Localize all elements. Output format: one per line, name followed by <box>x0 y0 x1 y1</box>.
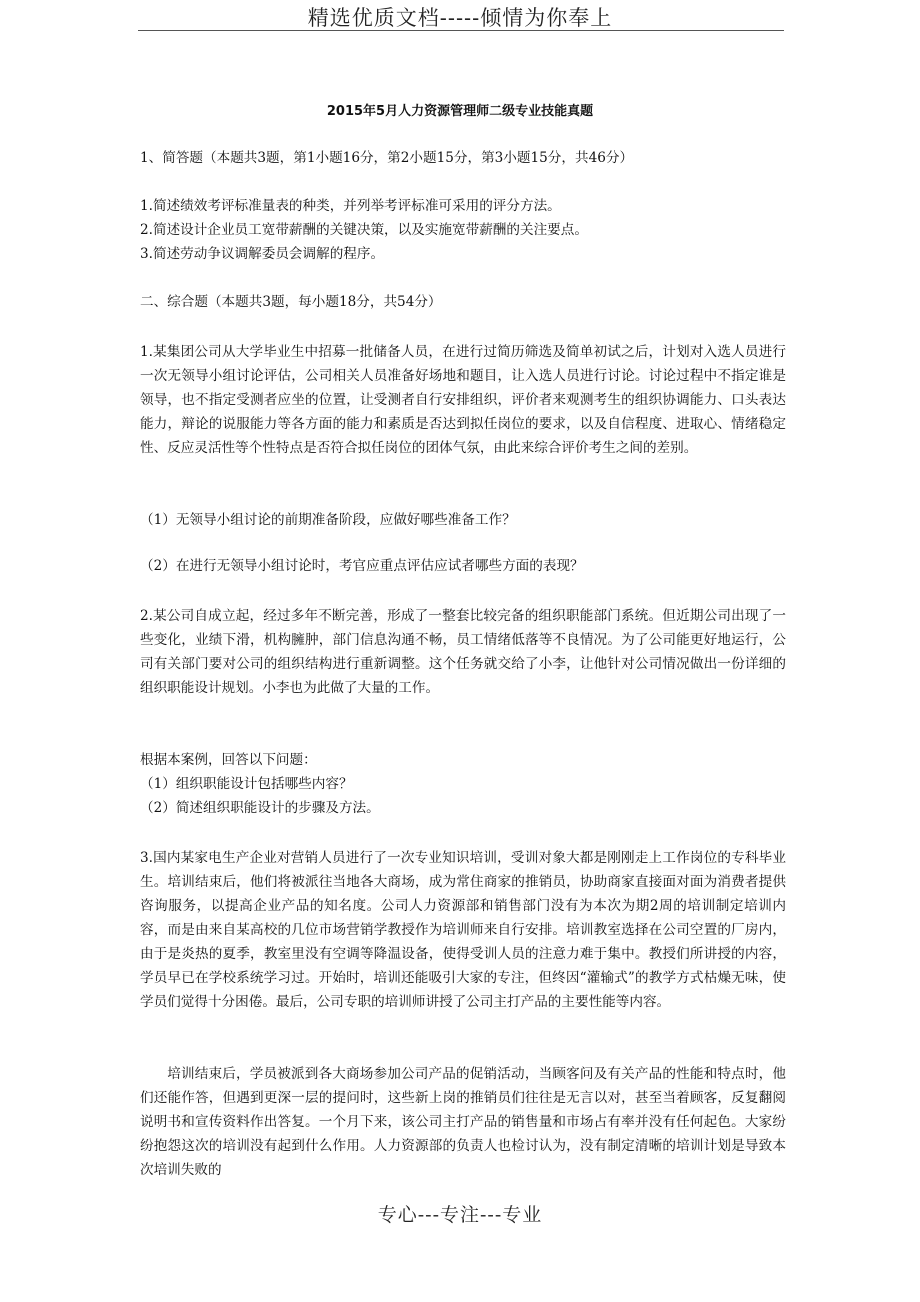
short-question-3: 3.简述劳动争议调解委员会调解的程序。 <box>140 246 385 262</box>
case3-text: 3.国内某家电生产企业对营销人员进行了一次专业知识培训，受训对象大都是刚刚走上工作岗位的专科毕业生。培训结束后，他们将被派往当地各大商场，成为常住商家的推销员，协助商家直接面对面为消费者提供咨询服务，以提高企业产品的知名度。公司人力资源部和销售部门没有为本次为期2周的培训制定培训内容，而是由来自某高校的几位市场营销学教授作为培训师来自行安排。培训教室选择在公司空置的厂房内，由于是炎热的夏季，教室里没有空调等降温设备，使得受训人员的注意力难于集中。教授们所讲授的内容，学员早已在学校系统学习过。开始时，培训还能吸引大家的专注，但终因“灌输式”的教学方式枯燥无味，使学员们觉得十分困倦。最后，公司专职的培训师讲授了公司主打产品的主要性能等内容。 <box>140 850 786 1010</box>
case2-prompt: 根据本案例，回答以下问题： <box>140 752 317 768</box>
case2-text: 2.某公司自成立起，经过多年不断完善，形成了一整套比较完备的组织职能部门系统。但近期公司出现了一些变化，业绩下滑，机构臃肿，部门信息沟通不畅，员工情绪低落等不良情况。为了公司能更好地运行，公司有关部门要对公司的组织结构进行重新调整。这个任务就交给了小李，让他针对公司情况做出一份详细的组织职能设计规划。小李也为此做了大量的工作。 <box>140 608 786 696</box>
page-footer: 专心---专注---专业 <box>377 1204 543 1226</box>
section1-heading: 1、简答题（本题共3题，第1小题16分，第2小题15分，第3小题15分，共46分） <box>140 150 634 166</box>
case1-question-1: （1）无领导小组讨论的前期准备阶段，应做好哪些准备工作？ <box>140 512 516 528</box>
case2-question-1: （1）组织职能设计包括哪些内容？ <box>140 776 353 792</box>
short-question-1: 1.简述绩效考评标准量表的种类，并列举考评标准可采用的评分方法。 <box>140 198 561 214</box>
page-header: 精选优质文档-----倾情为你奉上 <box>307 6 613 30</box>
case1-text: 1.某集团公司从大学毕业生中招募一批储备人员，在进行过简历筛选及简单初试之后，计划对入选人员进行一次无领导小组讨论评估，公司相关人员准备好场地和题目，让入选人员进行讨论。讨论过程中不指定谁是领导，也不指定受测者应坐的位置，让受测者自行安排组织，评价者来观测考生的组织协调能力、口头表达能力，辩论的说服能力等各方面的能力和素质是否达到拟任岗位的要求，以及自信程度、进取心、情绪稳定性、反应灵活性等个性特点是否符合拟任岗位的团体气氛，由此来综合评价考生之间的差别。 <box>140 344 786 456</box>
case2-question-2: （2）简述组织职能设计的步骤及方法。 <box>140 800 380 816</box>
section2-heading: 二、综合题（本题共3题，每小题18分，共54分） <box>140 294 442 310</box>
case3-text-continued: 培训结束后，学员被派到各大商场参加公司产品的促销活动，当顾客问及有关产品的性能和特点时，他们还能作答，但遇到更深一层的提问时，这些新上岗的推销员们往往是无言以对，甚至当着顾客，反复翻阅说明书和宣传资料作出答复。一个月下来，该公司主打产品的销售量和市场占有率并没有任何起色。大家纷纷抱怨这次的培训没有起到什么作用。人力资源部的负责人也检讨认为，没有制定清晰的培训计划是导致本次培训失败的 <box>140 1066 786 1178</box>
document-title: 2015年5月人力资源管理师二级专业技能真题 <box>326 104 594 119</box>
case1-question-2: （2）在进行无领导小组讨论时，考官应重点评估应试者哪些方面的表现？ <box>140 558 584 574</box>
header-divider <box>138 30 784 31</box>
short-question-2: 2.简述设计企业员工宽带薪酬的关键决策，以及实施宽带薪酬的关注要点。 <box>140 222 588 238</box>
